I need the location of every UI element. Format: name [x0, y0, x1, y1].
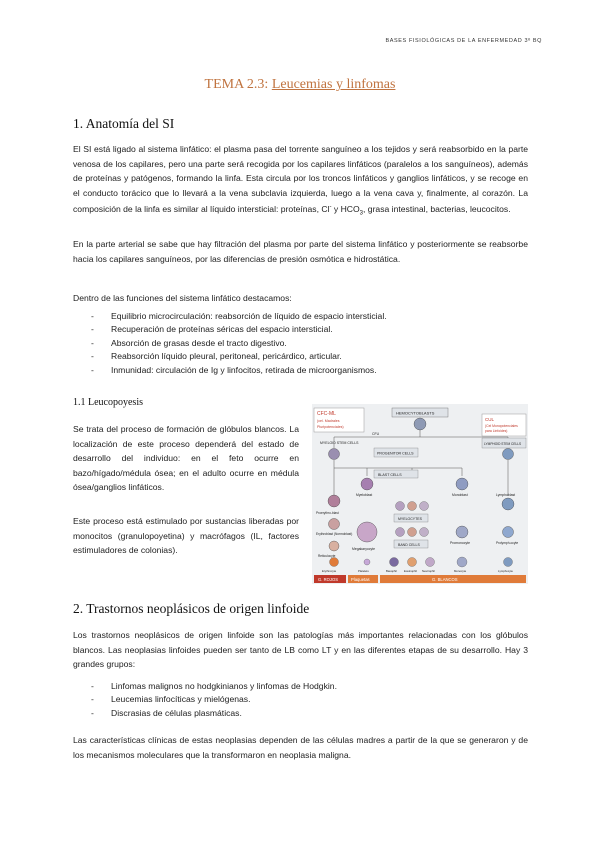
list-item: - Recuperación de proteínas séricas del espacio intersticial. — [91, 323, 511, 336]
section1-heading: 1. Anatomía del SI — [73, 116, 175, 131]
section1-paragraph-2: En la parte arterial se sabe que hay filtración del plasma por parte del sistema linfático y posteriormente se reabsorbe hacia los capilares sanguíneos, por las diferencias de presión osmótica e hidrostática. — [73, 239, 528, 264]
leucopoyesis-paragraph-2: Este proceso está estimulado por sustancias liberadas por monocitos (granulopoyetina) y macrófagos (IL, factores estimuladores de colonias). — [73, 516, 299, 556]
leucopoyesis-heading: 1.1 Leucopoyesis — [73, 397, 143, 408]
bottom-label-basophil: Basophil — [386, 569, 397, 573]
plaquetas-label: Plaquetas — [351, 577, 370, 582]
groups-list — [91, 680, 511, 720]
cul-sub2: para Linfoides) — [485, 429, 508, 433]
monocyte-cell — [457, 557, 467, 567]
title-prefix: TEMA 2.3: — [204, 77, 269, 92]
list-item: - Equilibrio microcirculación: reabsorción de líquido de espacio intersticial. — [91, 310, 511, 323]
megakaryocyte-label: Megakaryocyte — [352, 547, 375, 551]
myeloblast-label: Myeloblast — [356, 493, 373, 497]
bottom-label-lymphocyte: Lymphocyte — [498, 569, 513, 573]
list-item: - Absorción de grasas desde el tracto digestivo. — [91, 337, 511, 350]
erythrocyte-cell — [330, 558, 339, 567]
erythroblast-cell — [329, 519, 340, 530]
prolymphocyte-label: Prolymph-ocyte — [496, 541, 519, 545]
promonocyte-label: Promonocyte — [450, 541, 470, 545]
cul-title: CUL — [485, 417, 495, 422]
section2-paragraph-2: Las características clínicas de estas neoplasias dependen de las células madres a partir de la que se generaron y de los mecanismos moleculares que la transformaron en neoplasia maligna. — [73, 735, 528, 760]
proerythroblast-label: Proerythro-blast — [316, 511, 339, 515]
bottom-label-erythrocyte: Erythrocyte — [322, 569, 337, 573]
lymphoblast-label: Lymphoblast — [496, 493, 516, 497]
course-header: BASES FISIOLÓGICAS DE LA ENFERMEDAD 3º BQ — [385, 38, 542, 44]
band-cells-label: BAND CELLS — [398, 543, 420, 547]
leucopoyesis-paragraph-1: Se trata del proceso de formación de glóbulos blancos. La localización de este proceso dependerá del estado de desarrollo del individuo: en el feto ocurre en bazo/hígado/médula ósea; en el adulto ocurre en médula ósea/ganglios linfáticos. — [73, 424, 299, 493]
megakaryocyte-cell — [357, 522, 377, 542]
lymphoid-stem-cell — [503, 449, 514, 460]
cfc-sub1: (cel. Madrales — [317, 419, 340, 423]
cfu-label: CFU — [372, 432, 380, 436]
functions-list — [91, 310, 511, 377]
basophil-cell — [390, 558, 399, 567]
hemocytoblast-label: HEMOCYTOBLASTS — [396, 410, 435, 416]
myeloid-stem-cell — [329, 449, 340, 460]
platelets-cell — [364, 559, 370, 565]
bottom-label-platelets: Platelets — [358, 569, 369, 573]
eosinophil-cell — [408, 558, 417, 567]
list-item: - Reabsorción líquido pleural, peritoneal, pericárdico, articular. — [91, 350, 511, 363]
page-title — [0, 77, 600, 93]
list-item: - Linfomas malignos no hodgkinianos y linfomas de Hodgkin. — [91, 680, 511, 693]
bottom-label-monocyte: Monocyte — [454, 569, 467, 573]
reticulocyte-label: Reticulocyte — [318, 554, 336, 558]
monoblast-label: Monoblast — [452, 493, 468, 497]
promonocyte-cell — [456, 526, 468, 538]
section2-heading: 2. Trastornos neoplásicos de origen linfoide — [73, 601, 310, 616]
section1-paragraph-3: Dentro de las funciones del sistema linfático destacamos: — [73, 293, 292, 303]
bottom-label-eosinophil: Eosinophil — [404, 569, 417, 573]
proerythroblast-cell — [328, 495, 340, 507]
myeloid-label: MYELOID STEM CELLS — [320, 441, 359, 445]
hematopoiesis-diagram — [312, 404, 528, 584]
list-item: - Discrasias de células plasmáticas. — [91, 707, 511, 720]
cfc-sub2: Pluripotenciales) — [317, 425, 344, 429]
hemocytoblast-cell — [414, 418, 426, 430]
progenitor-label: PROGENITOR CELLS — [377, 451, 414, 456]
section2-paragraph-1: Los trastornos neoplásicos de origen linfoide son las patologías más importantes relacionadas con los glóbulos blancos. Las neoplasias linfoides pueden ser tanto de LB como LT y en las diferentes etapas de su desarrollo. Hay 3 grandes grupos: — [73, 630, 528, 670]
section1-paragraph-1: El SI está ligado al sistema linfático: el plasma pasa del torrente sanguíneo a los tejidos y será reabsorbido en la parte venosa de los capilares, pero una parte será recogida por los capilares linfáticos (paralelos a los sanguíneos), además de proteínas y patógenos, formando la linfa. Esta circula por los troncos linfáticos y ganglios linfáticos, y se recoge en el conducto torácico que lo llevará a la vena subclavia izquierda, luego a la vena cava y, finalmente, al corazón. La composición de la linfa es similar al líquido intersticial: proteínas, Cl- y $HCO_3$, grasa intestinal, bacterias, leucocitos. — [73, 144, 528, 217]
list-item: - Leucemias linfocíticas y mielógenas. — [91, 693, 511, 706]
cfc-title: CFC-ML — [317, 411, 336, 417]
erythroblast-label: Erythroblast (Normoblast) — [316, 532, 353, 536]
lymphoblast-cell — [502, 498, 514, 510]
monoblast-cell — [456, 478, 468, 490]
myeloblast-cell — [361, 478, 373, 490]
lymphocyte-cell — [504, 558, 513, 567]
myelocytes-label: MYELOCYTES — [398, 517, 422, 521]
list-item: - Inmunidad: circulación de Ig y linfocitos, retirada de microorganismos. — [91, 364, 511, 377]
reticulocyte-cell — [329, 541, 339, 551]
title-link[interactable]: Leucemias y linfomas — [271, 77, 396, 92]
bottom-label-neutrophil: Neutrophil — [422, 569, 435, 573]
rojos-label: G. ROJOS — [318, 577, 339, 582]
blast-label: BLAST CELLS — [378, 473, 402, 477]
cul-sub1: (Cel Monopotenciales — [485, 424, 518, 428]
blancos-label: G. BLANCOS — [432, 577, 458, 582]
lymphoid-stem-label: LYMPHOID STEM CELLS — [484, 442, 522, 446]
neutrophil-cell — [426, 558, 435, 567]
prolymphocyte-cell — [503, 527, 514, 538]
